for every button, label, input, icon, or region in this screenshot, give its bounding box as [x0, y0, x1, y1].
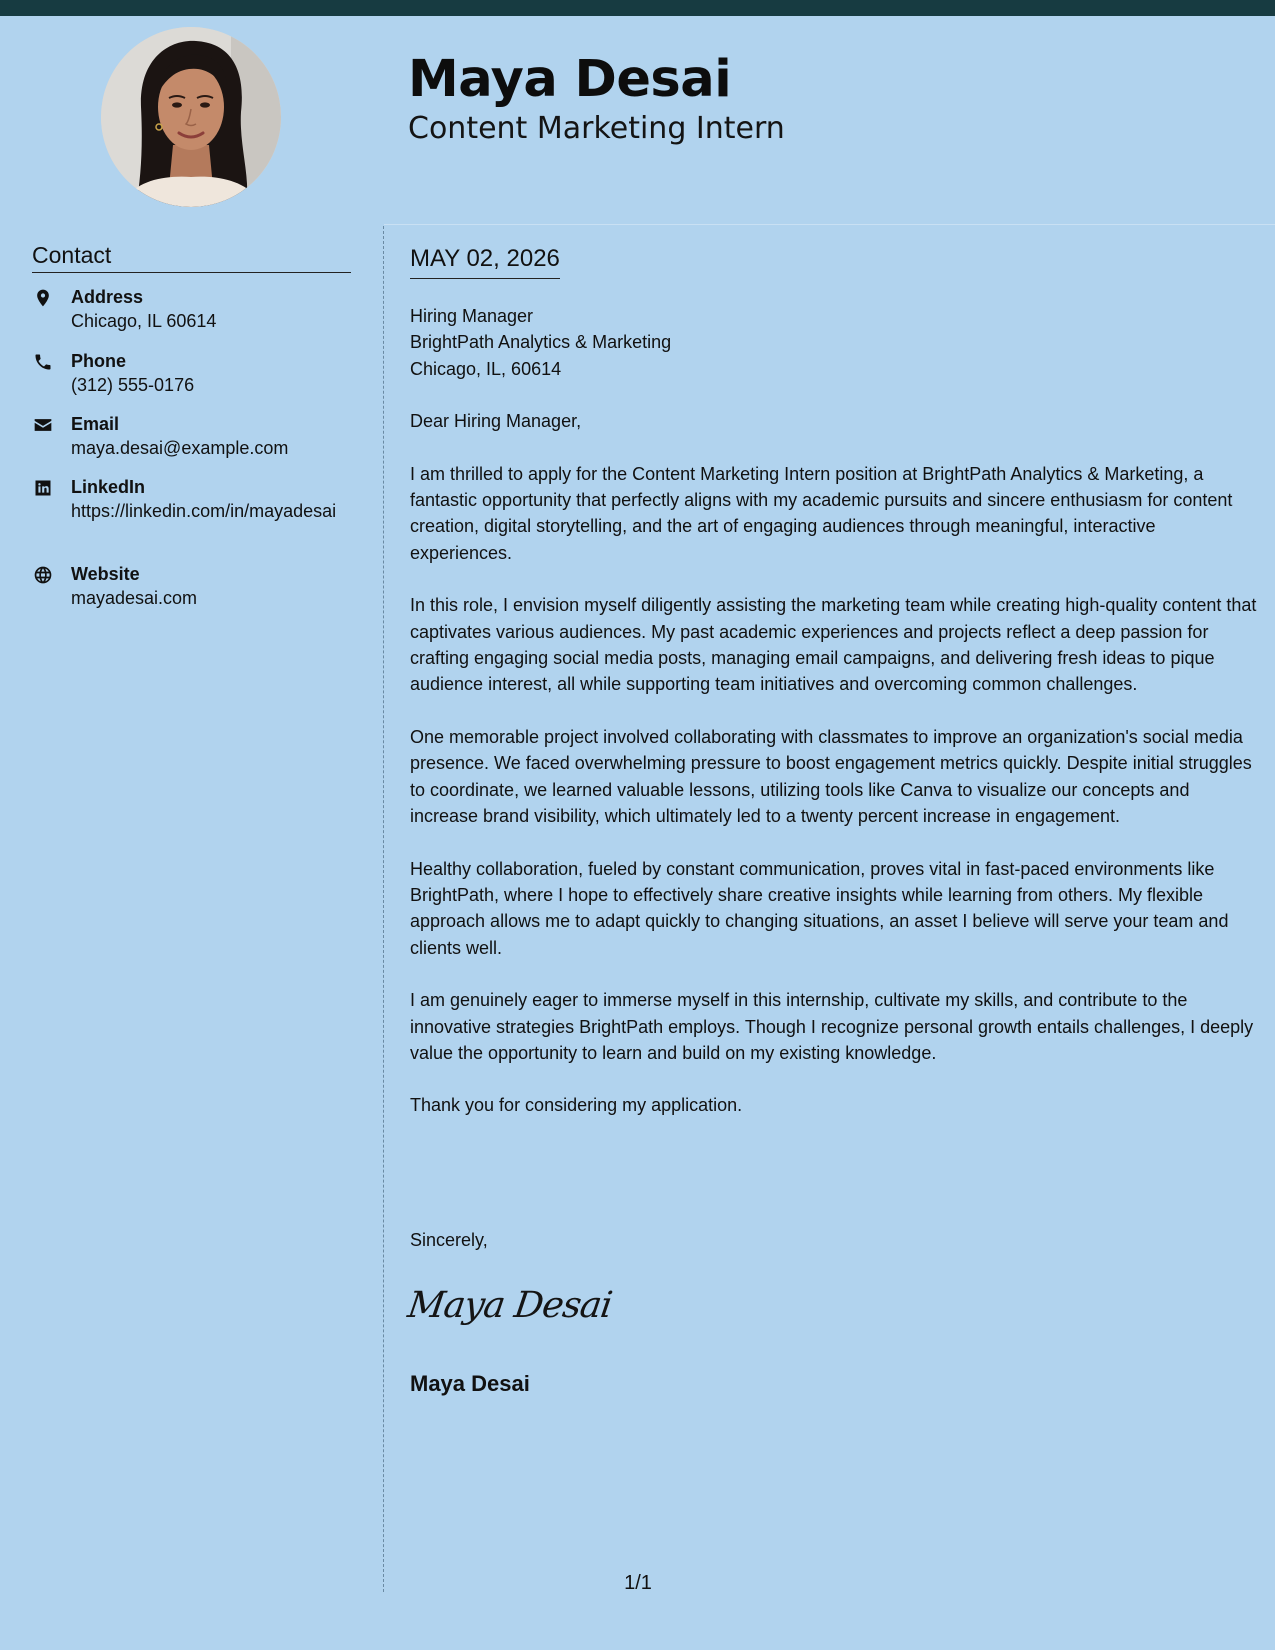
- applicant-role: Content Marketing Intern: [408, 111, 785, 146]
- applicant-name: Maya Desai: [408, 50, 732, 109]
- letter-date: MAY 02, 2026: [410, 244, 560, 279]
- contact-label-linkedin: LinkedIn: [71, 477, 146, 497]
- closing: Sincerely,: [410, 1230, 488, 1250]
- contact-label-website: Website: [71, 564, 140, 584]
- contact-value-linkedin[interactable]: https://linkedin.com/in/mayadesai: [71, 501, 337, 521]
- profile-photo: [101, 27, 281, 207]
- contact-value-email[interactable]: maya.desai@example.com: [71, 438, 289, 458]
- contact-label-address: Address: [71, 287, 144, 307]
- header-divider: [384, 224, 1275, 225]
- contact-heading: Contact: [32, 241, 351, 273]
- letter-paragraph: I am thrilled to apply for the Content Marketing Intern position at BrightPath Analytics & Marketing, a fantastic opportunity that perfectly aligns with my academic pursuits and sincere enthusiasm for content creation, digital storytelling, and the art of engaging audiences through meaningful, interactive experiences.: [410, 463, 1233, 563]
- top-accent-bar: [0, 0, 1275, 16]
- column-divider: [383, 226, 384, 1592]
- envelope-icon: [32, 414, 54, 436]
- linkedin-icon: [32, 477, 54, 499]
- letter-paragraph: Thank you for considering my application.: [410, 1095, 743, 1116]
- recipient-line: Chicago, IL, 60614: [410, 358, 562, 379]
- letter-body: [410, 303, 1258, 1119]
- recipient-line: BrightPath Analytics & Marketing: [410, 332, 672, 353]
- signer-name: Maya Desai: [410, 1371, 530, 1396]
- letter-paragraph: Healthy collaboration, fueled by constant communication, proves vital in fast-paced environments like BrightPath, where I hope to effectively share creative insights while learning from others. My flexible approach allows me to adapt quickly to changing situations, an asset I believe will serve your team and clients well.: [410, 858, 1229, 958]
- contact-label-email: Email: [71, 414, 120, 434]
- recipient-line: Hiring Manager: [410, 306, 534, 326]
- contact-value-address: Chicago, IL 60614: [71, 311, 217, 331]
- contact-value-website[interactable]: mayadesai.com: [71, 588, 198, 608]
- contact-value-phone: (312) 555-0176: [71, 375, 195, 395]
- letter-paragraph: In this role, I envision myself diligently assisting the marketing team while creating high-quality content that captivates various audiences. My past academic experiences and projects reflect a deep passion for crafting engaging social media posts, managing email campaigns, and delivering fresh ideas to pique audience interest, all while supporting team initiatives and overcoming common challenges.: [410, 595, 1257, 695]
- page-number: 1/1: [624, 1572, 652, 1594]
- phone-icon: [32, 351, 54, 373]
- letter-paragraph: One memorable project involved collaborating with classmates to improve an organization's social media presence. We faced overwhelming pressure to boost engagement metrics quickly. Despite initial struggles to coordinate, we learned valuable lessons, utilizing tools like Canva to visualize our concepts and increase brand visibility, which ultimately led to a twenty percent increase in engagement.: [410, 726, 1252, 827]
- recipient-block: [410, 303, 1258, 382]
- location-pin-icon: [32, 287, 54, 309]
- contact-label-phone: Phone: [71, 351, 127, 371]
- portrait-image: [101, 27, 281, 207]
- globe-icon: [32, 564, 54, 586]
- salutation: Dear Hiring Manager,: [410, 411, 582, 432]
- letter-paragraph: I am genuinely eager to immerse myself in this internship, cultivate my skills, and contribute to the innovative strategies BrightPath employs. Though I recognize personal growth entails challenges, I deeply value the opportunity to learn and build on my existing knowledge.: [410, 990, 1254, 1063]
- handwritten-signature: Maya Desai: [405, 1285, 615, 1326]
